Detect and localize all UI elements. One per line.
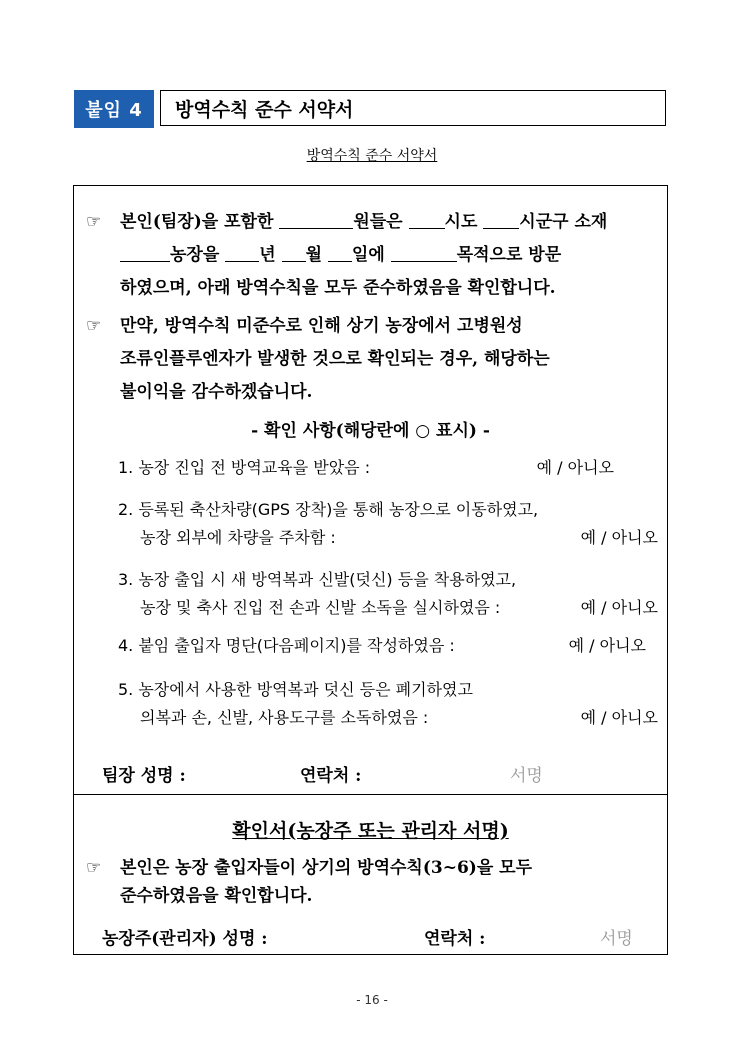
yes-no-choice[interactable]: 예 / 아니오 (580, 528, 658, 547)
section-divider (74, 794, 667, 795)
pointing-hand-icon: ☞ (86, 858, 102, 878)
check-item-1: 1. 농장 진입 전 방역교육을 받았음 : 예 / 아니오 (118, 454, 658, 482)
leader-name-label: 팀장 성명 : (102, 766, 186, 786)
yes-no-choice[interactable]: 예 / 아니오 (536, 458, 614, 477)
pledge-paragraph-1 (86, 206, 661, 305)
pledge-line-1: 본인(팀장)을 포함한 원들은 시도 시군구 소재 (120, 212, 608, 232)
leader-contact-label: 연락처 : (300, 766, 362, 786)
yes-no-choice[interactable]: 예 / 아니오 (568, 636, 646, 655)
team-member-count-blank[interactable] (279, 210, 353, 229)
document-subtitle: 방역수칙 준수 서약서 (306, 148, 438, 164)
day-blank[interactable] (328, 243, 352, 262)
check-items-title: - 확인 사항(해당란에 ○ 표시) - (251, 421, 490, 441)
leader-signature-field[interactable]: 서명 (510, 766, 543, 786)
header-title: 방역수칙 준수 서약서 (160, 90, 666, 126)
check-item-3: 3. 농장 출입 시 새 방역복과 신발(덧신) 등을 착용하였고, 농장 및 축사 진입 전 손과 신발 소독을 실시하였음 : 예 / 아니오 (118, 566, 658, 622)
purpose-blank[interactable] (391, 243, 457, 262)
check-item-4: 4. 붙임 출입자 명단(다음페이지)를 작성하였음 : 예 / 아니오 (118, 632, 658, 660)
pledge-line-6: 불이익을 감수하겠습니다. (120, 382, 313, 402)
confirmation-title: 확인서(농장주 또는 관리자 서명) (232, 820, 509, 842)
attachment-badge: 붙임 4 (74, 90, 154, 128)
check-item-5: 5. 농장에서 사용한 방역복과 덧신 등은 폐기하였고 의복과 손, 신발, 사용도구를 소독하였음 : 예 / 아니오 (118, 676, 658, 732)
owner-signature-field[interactable]: 서명 (600, 929, 633, 949)
page-number: - 16 - (356, 993, 388, 1007)
owner-name-label: 농장주(관리자) 성명 : (102, 929, 268, 949)
farm-name-blank[interactable] (120, 243, 170, 262)
check-item-2: 2. 등록된 축산차량(GPS 장착)을 통해 농장으로 이동하였고, 농장 외부에 차량을 주차함 : 예 / 아니오 (118, 496, 658, 552)
city-blank[interactable] (483, 210, 519, 229)
pledge-form-box (73, 185, 668, 955)
pledge-line-2: 농장을 년 월 일에 목적으로 방문 (86, 239, 661, 272)
pledge-line-4: 만약, 방역수칙 미준수로 인해 상기 농장에서 고병원성 (120, 316, 523, 336)
province-blank[interactable] (409, 210, 445, 229)
pledge-paragraph-2 (86, 310, 661, 409)
yes-no-choice[interactable]: 예 / 아니오 (580, 598, 658, 617)
pointing-hand-icon: ☞ (86, 316, 102, 336)
yes-no-choice[interactable]: 예 / 아니오 (580, 708, 658, 727)
pledge-line-5: 조류인플루엔자가 발생한 것으로 확인되는 경우, 해당하는 (120, 349, 550, 369)
pledge-line-3: 하였으며, 아래 방역수칙을 모두 준수하였음을 확인합니다. (120, 278, 556, 298)
owner-contact-label: 연락처 : (424, 929, 486, 949)
month-blank[interactable] (282, 243, 306, 262)
year-blank[interactable] (225, 243, 259, 262)
confirmation-paragraph: ☞ 본인은 농장 출입자들이 상기의 방역수칙(3~6)을 모두 준수하였음을 확인합니다. (86, 854, 661, 910)
pointing-hand-icon: ☞ (86, 212, 102, 232)
